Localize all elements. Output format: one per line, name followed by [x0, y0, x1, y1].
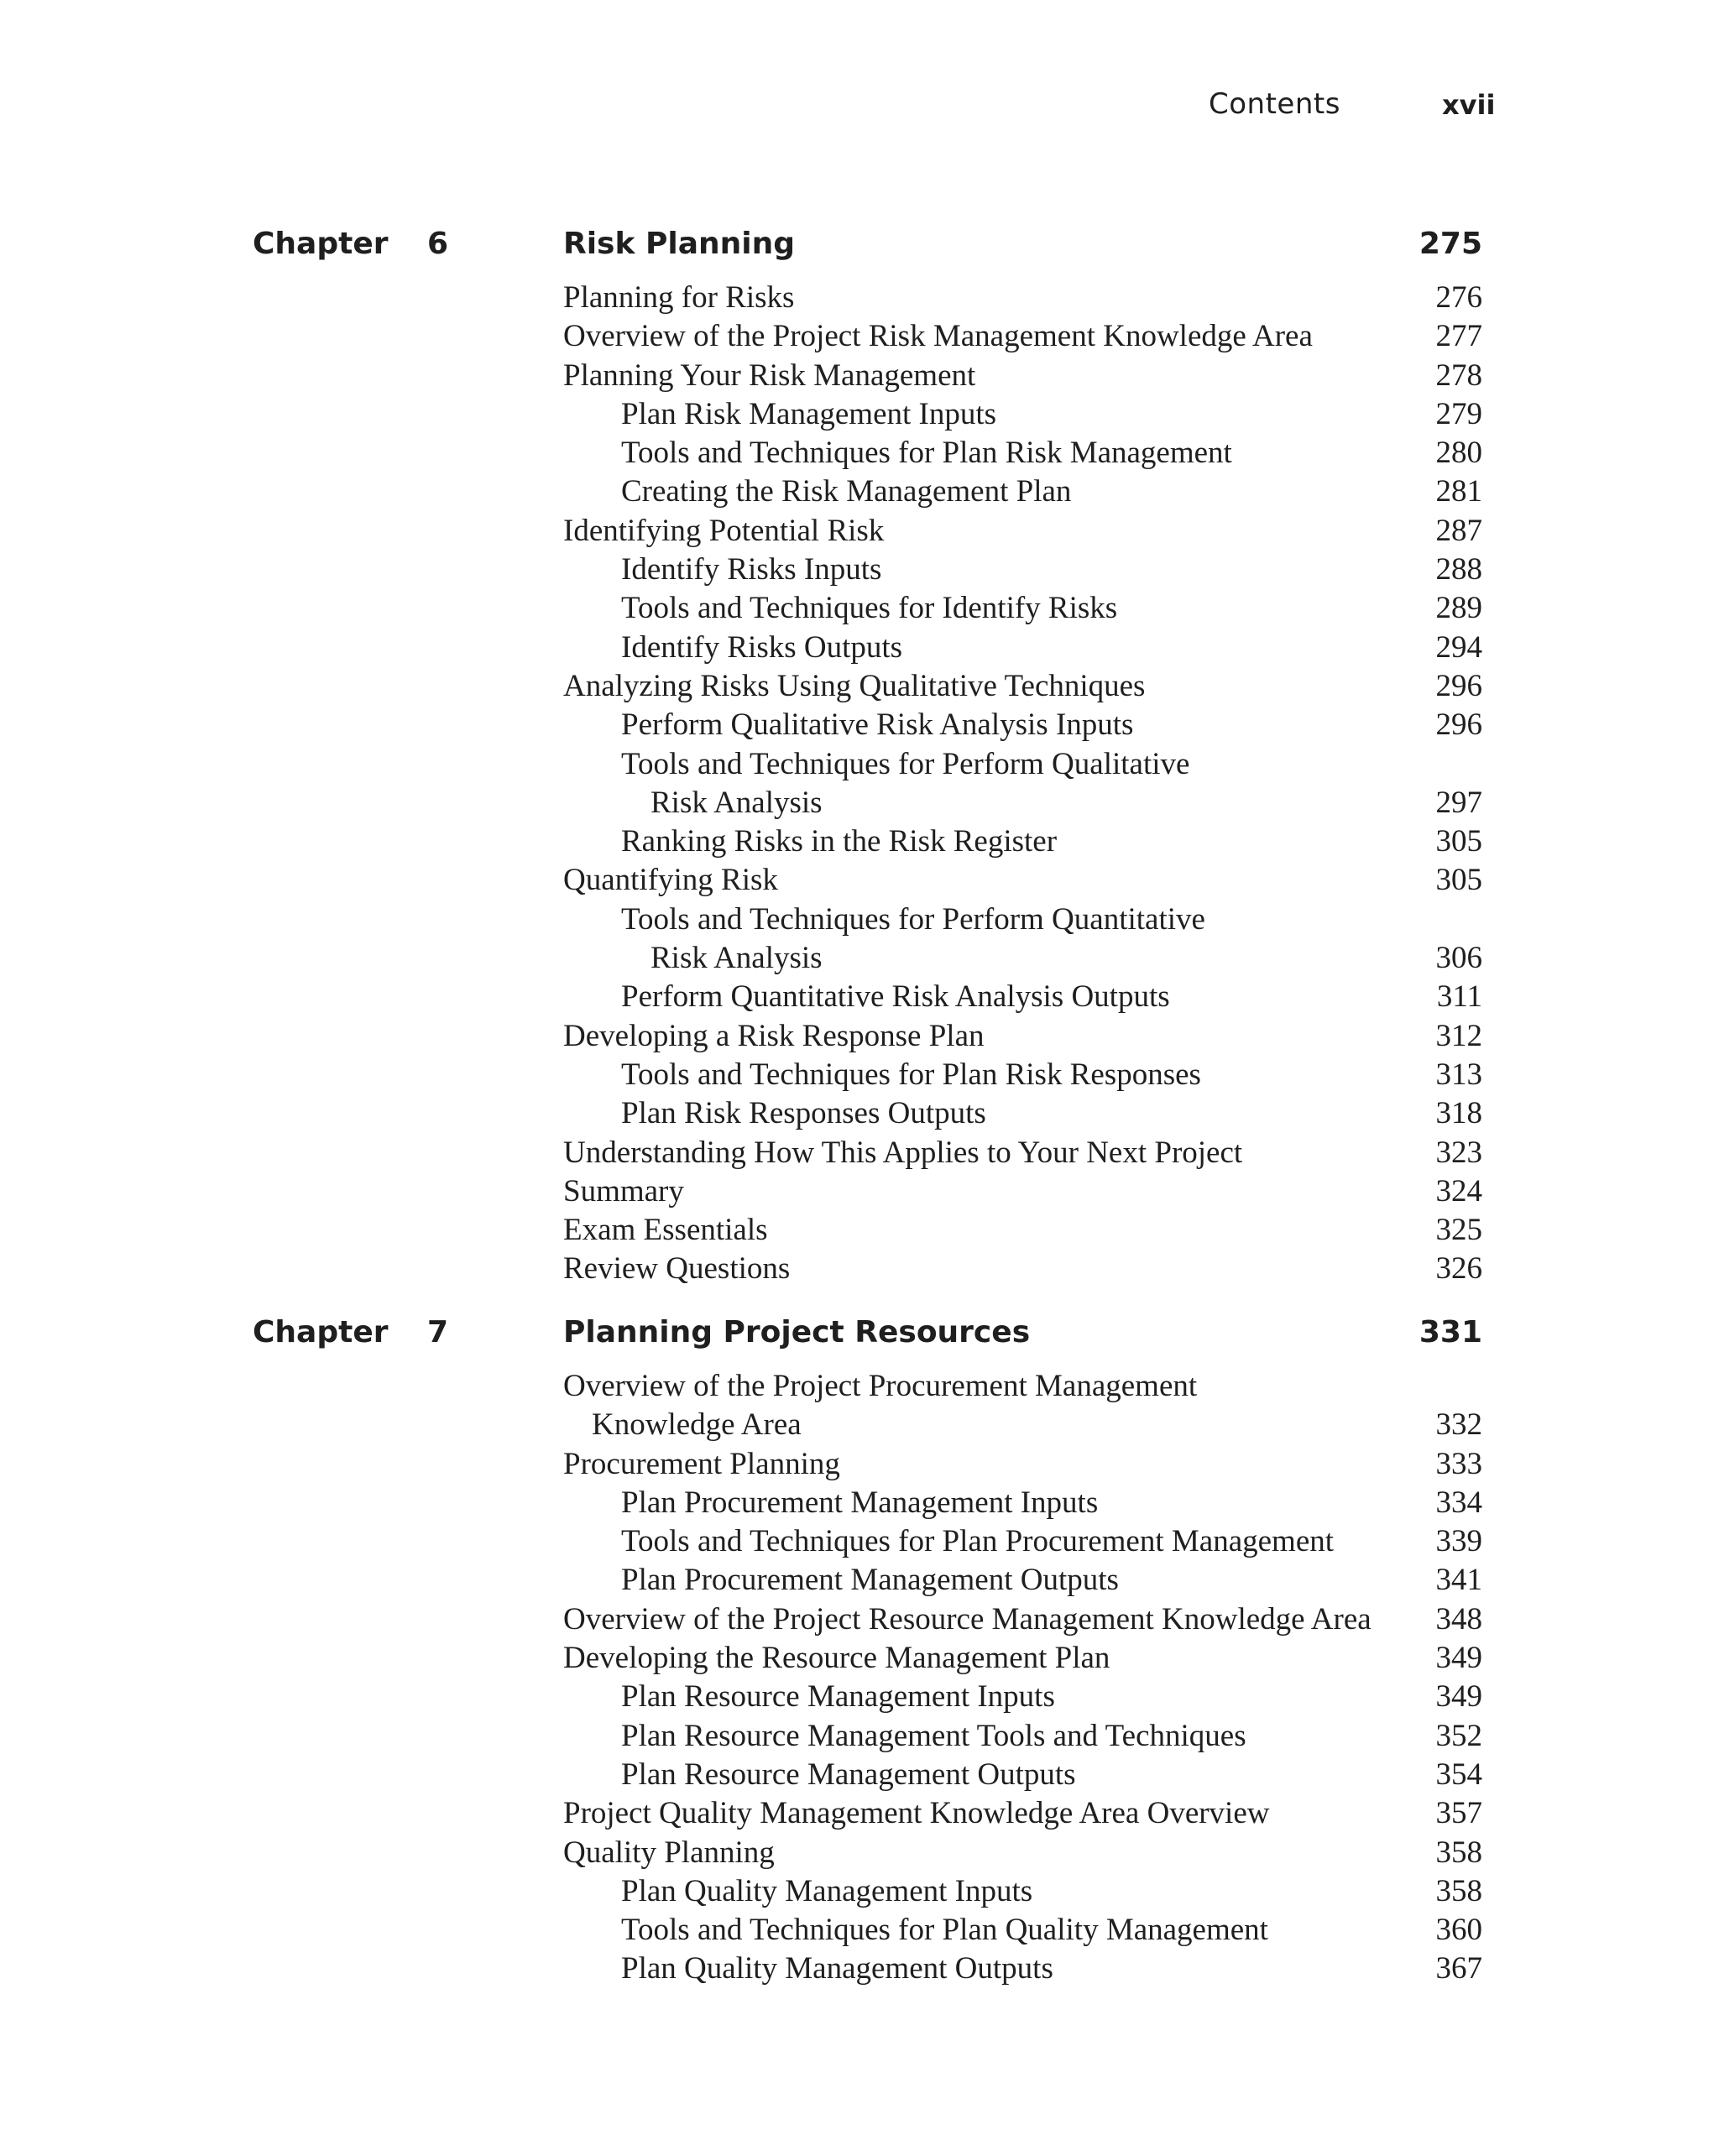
toc-entry-page-number: 323: [1435, 1135, 1482, 1170]
toc-entry-page-number: 294: [1435, 629, 1482, 665]
toc-entry-title: Plan Risk Management Inputs: [621, 396, 997, 431]
toc-entry-title: Tools and Techniques for Perform Qualitative: [621, 746, 1190, 781]
toc-entry: [0, 1134, 1719, 1172]
toc-entry-page-number: 311: [1436, 979, 1482, 1015]
toc-entry-page-number: 358: [1435, 1873, 1482, 1908]
toc-entry: [0, 1678, 1719, 1716]
toc-entry-page-number: 288: [1435, 552, 1482, 587]
running-head-title: Contents: [1209, 87, 1340, 121]
toc-entry: [0, 1250, 1719, 1288]
toc-entry: [0, 822, 1719, 861]
toc-entry-page-number: 367: [1435, 1951, 1482, 1986]
toc-entry-page-number: 296: [1435, 707, 1482, 743]
toc-entry-title: Creating the Risk Management Plan: [621, 474, 1072, 509]
toc-entry-title: Analyzing Risks Using Qualitative Techniques: [563, 668, 1146, 703]
toc-entry-title: Procurement Planning: [563, 1446, 840, 1481]
toc-entry-title: Plan Resource Management Outputs: [621, 1757, 1076, 1792]
toc-entry-title: Identify Risks Outputs: [621, 629, 903, 665]
toc-entry-page-number: 297: [1435, 785, 1482, 820]
toc-entry-title-continued: Risk Analysis: [651, 941, 823, 976]
toc-entry-title-continued: Risk Analysis: [651, 785, 823, 820]
toc-entry-title: Quantifying Risk: [563, 863, 778, 898]
toc-entry-page-number: 348: [1435, 1601, 1482, 1637]
toc-entry-title: Identify Risks Inputs: [621, 552, 882, 587]
toc-entry-title: Quality Planning: [563, 1835, 775, 1870]
toc-entry-title: Overview of the Project Procurement Management: [563, 1369, 1198, 1403]
toc-entry-page-number: 352: [1435, 1718, 1482, 1753]
toc-entry-title: Planning Your Risk Management: [563, 358, 976, 393]
chapter-label: Chapter: [253, 1315, 389, 1349]
toc-entry: [0, 551, 1719, 589]
toc-entry-page-number: 324: [1435, 1173, 1482, 1209]
toc-entry: [0, 1872, 1719, 1911]
toc-entry-title: Tools and Techniques for Perform Quantitative: [621, 901, 1205, 937]
toc-entry: [0, 629, 1719, 667]
toc-entry-page-number: 289: [1435, 591, 1482, 626]
toc-entry: [0, 1717, 1719, 1756]
chapter-page-number: 275: [1419, 227, 1482, 261]
toc-entry: [0, 1172, 1719, 1211]
toc-entry-page-number: 305: [1435, 863, 1482, 898]
toc-entry-title: Tools and Techniques for Plan Risk Responses: [621, 1057, 1201, 1092]
toc-entry: [0, 279, 1719, 317]
toc-entry: [0, 472, 1719, 511]
chapter-title: Risk Planning: [563, 227, 795, 261]
toc-entry-page-number: 305: [1435, 824, 1482, 859]
toc-entry-title: Plan Procurement Management Inputs: [621, 1485, 1099, 1520]
toc-entry-page-number: 354: [1435, 1757, 1482, 1792]
toc-entry-title: Developing the Resource Management Plan: [563, 1641, 1110, 1676]
toc-entry-page-number: 349: [1435, 1641, 1482, 1676]
toc-entry-title: Planning for Risks: [563, 280, 795, 315]
chapter-title: Planning Project Resources: [563, 1315, 1031, 1349]
toc-entry-page-number: 296: [1435, 668, 1482, 703]
toc-entry-title: Review Questions: [563, 1251, 791, 1287]
toc-entry-title: Plan Risk Responses Outputs: [621, 1096, 986, 1131]
chapter-heading: [0, 227, 1719, 279]
toc-entry: [0, 357, 1719, 395]
toc-entry: [0, 1094, 1719, 1133]
toc-entry-page-number: 318: [1435, 1096, 1482, 1131]
chapter-number: 6: [427, 227, 449, 261]
toc-entry-title: Ranking Risks in the Risk Register: [621, 824, 1058, 859]
toc-entry: [0, 1445, 1719, 1484]
toc-entry: [0, 861, 1719, 900]
toc-entry-page-number: 332: [1435, 1407, 1482, 1443]
toc-entry: [0, 901, 1719, 979]
chapter-heading: [0, 1315, 1719, 1367]
toc-entry: [0, 1484, 1719, 1522]
toc-entry: [0, 1639, 1719, 1678]
toc-entry-title: Identifying Potential Risk: [563, 513, 885, 548]
running-head-page-number: xvii: [1442, 89, 1496, 121]
toc-entry-page-number: 280: [1435, 436, 1482, 471]
chapter-label: Chapter: [253, 227, 389, 261]
toc-entry: [0, 434, 1719, 472]
toc-entry: [0, 589, 1719, 628]
toc-entry-page-number: 360: [1435, 1913, 1482, 1948]
toc-entry: [0, 1950, 1719, 1988]
toc-entry-title: Exam Essentials: [563, 1213, 768, 1248]
chapter-6-section: [0, 227, 1719, 1289]
toc-entry-page-number: 312: [1435, 1018, 1482, 1053]
chapter-7-section: [0, 1315, 1719, 1989]
toc-entry-page-number: 313: [1435, 1057, 1482, 1092]
toc-entry: [0, 1561, 1719, 1600]
toc-entry-title: Overview of the Project Resource Management Knowledge Area: [563, 1601, 1372, 1637]
toc-entry: [0, 1911, 1719, 1950]
toc-entry-page-number: 276: [1435, 280, 1482, 315]
toc-entry: [0, 1211, 1719, 1250]
toc-entry: [0, 1367, 1719, 1445]
toc-entry: [0, 1522, 1719, 1561]
toc-entry: [0, 745, 1719, 823]
toc-entry-title: Plan Quality Management Inputs: [621, 1873, 1033, 1908]
toc-entry-page-number: 281: [1435, 474, 1482, 509]
toc-entry-title: Tools and Techniques for Plan Procurement Management: [621, 1524, 1335, 1559]
toc-entry: [0, 1056, 1719, 1094]
toc-entry-title: Perform Qualitative Risk Analysis Inputs: [621, 707, 1134, 743]
toc-entry-title: Perform Quantitative Risk Analysis Outputs: [621, 979, 1170, 1015]
toc-entry: [0, 978, 1719, 1016]
toc-entry-page-number: 358: [1435, 1835, 1482, 1870]
toc-entry-list: [0, 1367, 1719, 1989]
toc-entry-title: Plan Resource Management Tools and Techniques: [621, 1718, 1246, 1753]
toc-entry: [0, 1600, 1719, 1639]
toc-entry-list: [0, 279, 1719, 1289]
toc-entry: [0, 1794, 1719, 1833]
toc-entry: [0, 1834, 1719, 1872]
toc-entry-title: Tools and Techniques for Identify Risks: [621, 591, 1118, 626]
chapter-page-number: 331: [1419, 1315, 1482, 1349]
toc-entry: [0, 395, 1719, 434]
toc-entry-page-number: 287: [1435, 513, 1482, 548]
toc-entry-title: Overview of the Project Risk Management Knowledge Area: [563, 319, 1313, 354]
toc-entry-title: Plan Procurement Management Outputs: [621, 1563, 1119, 1598]
toc-entry-title: Summary: [563, 1173, 684, 1209]
toc-entry: [0, 317, 1719, 356]
toc-entry: [0, 706, 1719, 744]
toc-entry-title: Project Quality Management Knowledge Area Overview: [563, 1796, 1270, 1831]
toc-entry-page-number: 349: [1435, 1679, 1482, 1715]
toc-entry-title: Plan Resource Management Inputs: [621, 1679, 1055, 1715]
toc-entry-page-number: 339: [1435, 1524, 1482, 1559]
toc-entry-page-number: 279: [1435, 396, 1482, 431]
toc-entry-page-number: 325: [1435, 1213, 1482, 1248]
toc-entry-page-number: 357: [1435, 1796, 1482, 1831]
toc-entry-title: Developing a Risk Response Plan: [563, 1018, 985, 1053]
toc-entry-page-number: 277: [1435, 319, 1482, 354]
toc-entry-title: Tools and Techniques for Plan Quality Management: [621, 1913, 1268, 1948]
toc-entry-page-number: 306: [1435, 941, 1482, 976]
toc-entry-page-number: 326: [1435, 1251, 1482, 1287]
toc-entry-page-number: 278: [1435, 358, 1482, 393]
toc-entry-page-number: 341: [1435, 1563, 1482, 1598]
toc-entry-title: Understanding How This Applies to Your Next Project: [563, 1135, 1243, 1170]
toc-entry: [0, 667, 1719, 706]
toc-entry: [0, 1756, 1719, 1794]
toc-entry-page-number: 334: [1435, 1485, 1482, 1520]
running-head: [0, 87, 1719, 129]
toc-entry-title: Plan Quality Management Outputs: [621, 1951, 1053, 1986]
toc-entry-page-number: 333: [1435, 1446, 1482, 1481]
chapter-number: 7: [427, 1315, 449, 1349]
toc-entry: [0, 512, 1719, 551]
toc-entry-title-continued: Knowledge Area: [592, 1407, 802, 1443]
toc-entry-title: Tools and Techniques for Plan Risk Management: [621, 436, 1232, 471]
toc-entry: [0, 1017, 1719, 1056]
